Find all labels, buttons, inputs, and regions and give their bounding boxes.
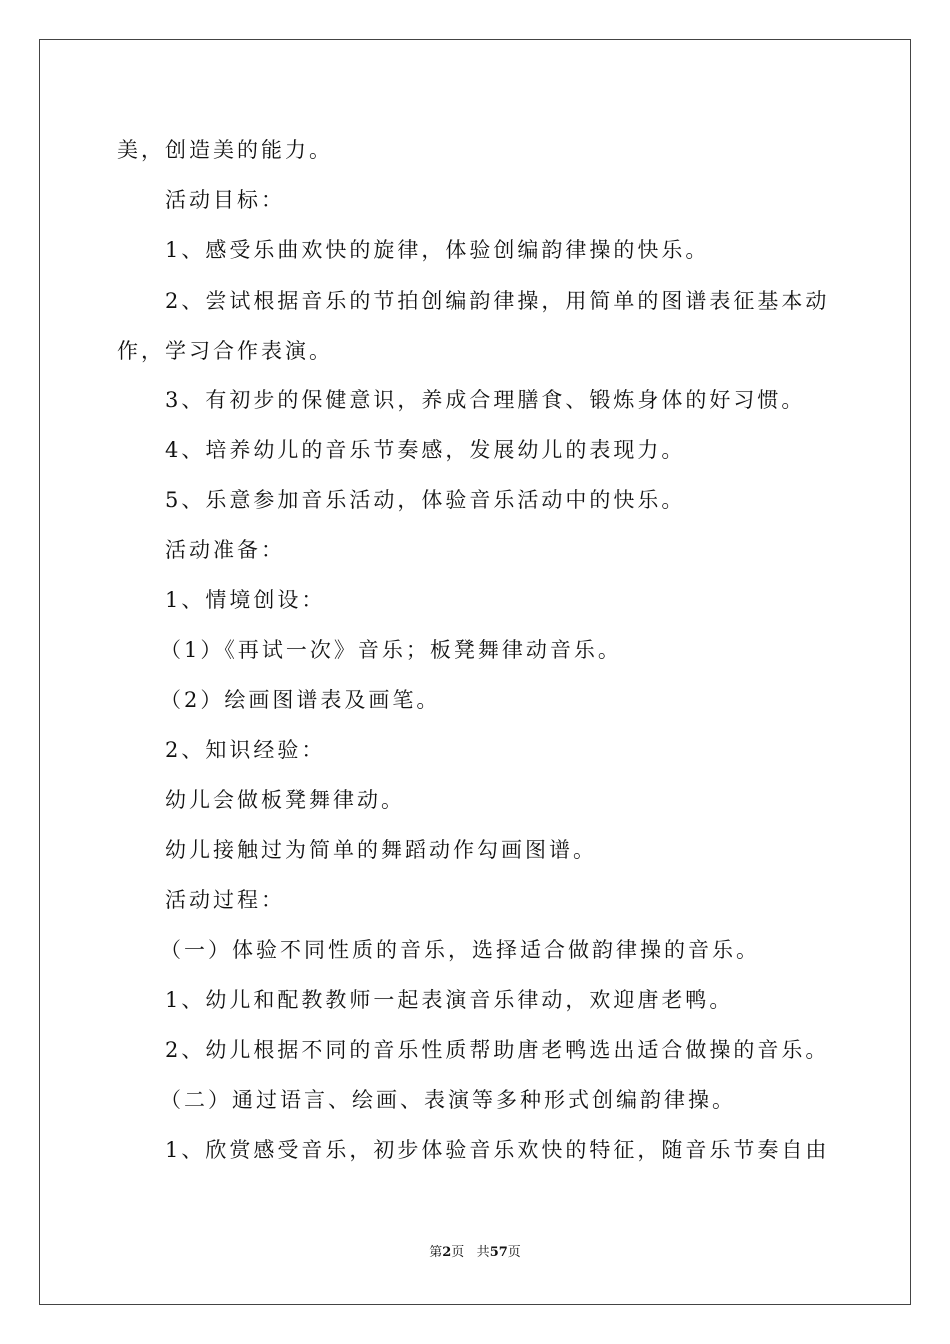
text-line: 2、知识经验： (165, 738, 326, 762)
text-line: 2、尝试根据音乐的节拍创编韵律操，用简单的图谱表征基本动 (165, 289, 830, 313)
text-line: 3、有初步的保健意识，养成合理膳食、锻炼身体的好习惯。 (165, 388, 806, 412)
text-line: 1、情境创设： (165, 588, 326, 612)
text-line: 1、幼儿和配教教师一起表演音乐律动，欢迎唐老鸭。 (165, 988, 734, 1012)
text-line: （2）绘画图谱表及画笔。 (160, 688, 441, 712)
footer-total-suffix: 页 (507, 1245, 521, 1260)
page-footer (0, 1244, 950, 1262)
text-line: 1、欣赏感受音乐，初步体验音乐欢快的特征，随音乐节奏自由 (165, 1138, 830, 1162)
footer-total-prefix: 共 (476, 1245, 490, 1260)
footer-total-pages: 57 (489, 1245, 508, 1260)
footer-page-suffix: 页 (451, 1245, 465, 1260)
footer-page-number: 2 (442, 1245, 452, 1260)
page-border (39, 39, 911, 1305)
text-line: 美，创造美的能力。 (117, 138, 333, 162)
text-line: （二）通过语言、绘画、表演等多种形式创编韵律操。 (160, 1088, 736, 1112)
text-line: 4、培养幼儿的音乐节奏感，发展幼儿的表现力。 (165, 438, 686, 462)
text-line: 幼儿会做板凳舞律动。 (165, 788, 405, 812)
section-heading: 活动过程： (165, 888, 285, 912)
text-line: 5、乐意参加音乐活动，体验音乐活动中的快乐。 (165, 488, 686, 512)
section-heading: 活动目标： (165, 188, 285, 212)
section-heading: 活动准备： (165, 538, 285, 562)
text-line: 1、感受乐曲欢快的旋律，体验创编韵律操的快乐。 (165, 238, 710, 262)
text-line: 作，学习合作表演。 (117, 339, 333, 363)
footer-page-prefix: 第 (429, 1245, 443, 1260)
text-line: （一）体验不同性质的音乐，选择适合做韵律操的音乐。 (160, 938, 760, 962)
text-line: （1）《再试一次》音乐；板凳舞律动音乐。 (160, 638, 622, 662)
text-line: 幼儿接触过为简单的舞蹈动作勾画图谱。 (165, 838, 597, 862)
text-line: 2、幼儿根据不同的音乐性质帮助唐老鸭选出适合做操的音乐。 (165, 1038, 830, 1062)
